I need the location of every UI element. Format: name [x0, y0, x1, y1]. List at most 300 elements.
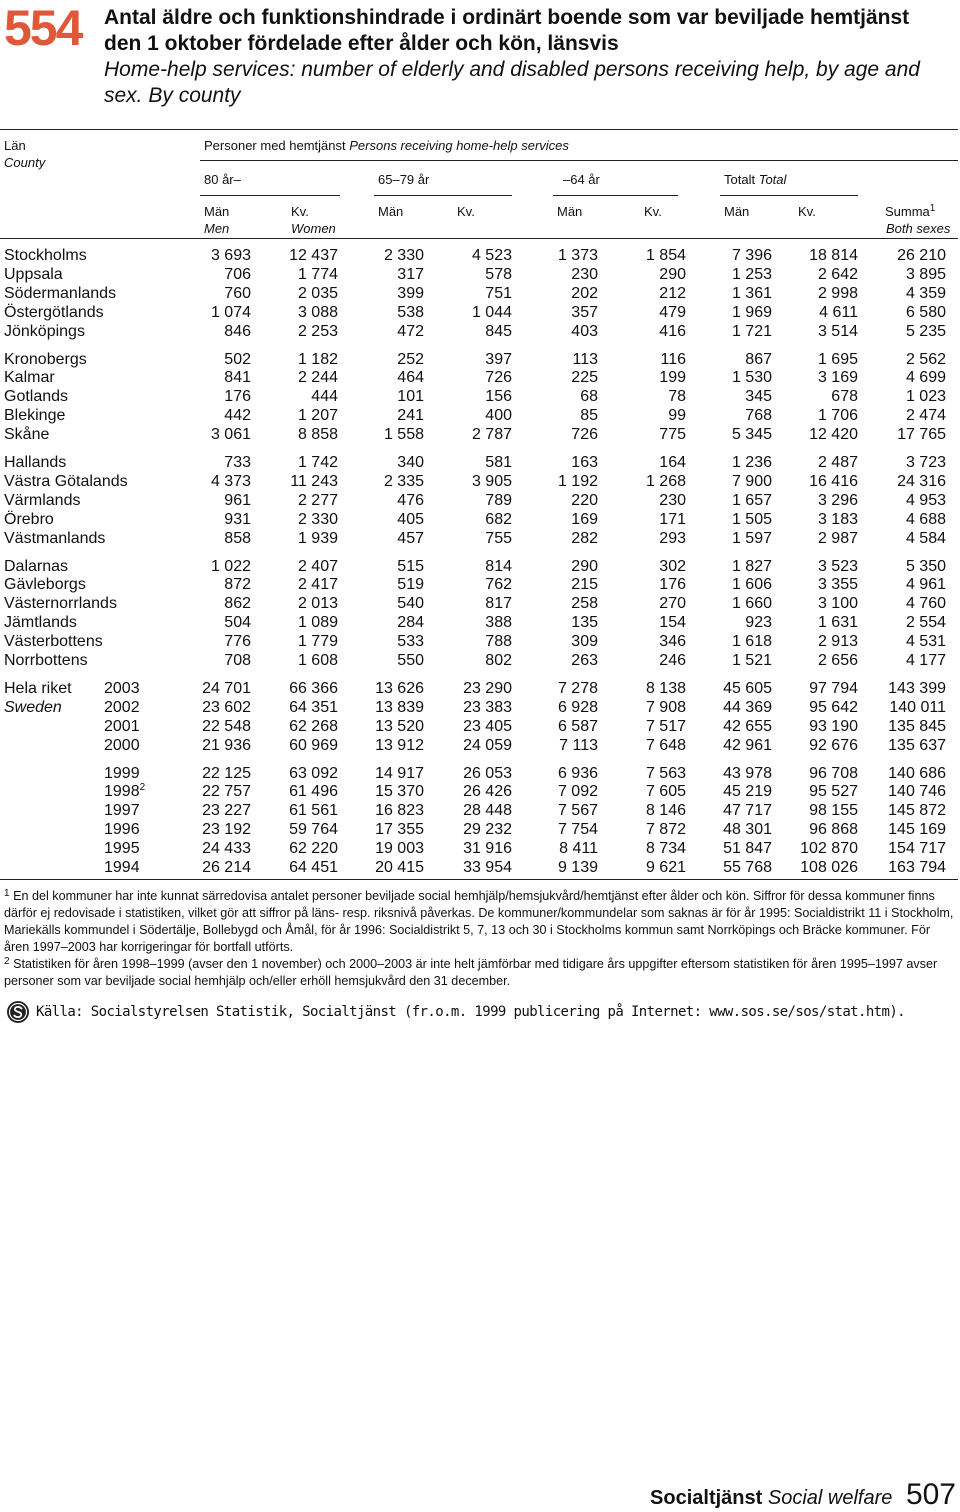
table-cell: 8 858: [297, 426, 338, 444]
footnote-2-text: Statistiken för åren 1998–1999 (avser den 1 november) och 2000–2003 är inte helt jämförbar med tidigare års uppgifter eftersom statistiken för åren 1995–1997 avser personer som var beviljade social hemhjälp och/eller erhöll hemsjukvård den 31 december.: [4, 957, 938, 988]
table-cell: 62 220: [289, 840, 338, 858]
table-cell: 2 253: [297, 322, 338, 340]
table-cell: 230: [659, 491, 686, 509]
table-cell: 230: [571, 265, 598, 283]
row-label: Västra Götalands: [4, 472, 128, 490]
table-cell: 23 602: [202, 698, 251, 716]
sos-logo-icon: [6, 1000, 30, 1024]
table-cell: 33 954: [463, 859, 512, 876]
page-number: 507: [905, 1478, 956, 1511]
row-year: [104, 801, 140, 820]
table-row: [0, 284, 960, 303]
table-cell: 3 895: [905, 265, 946, 283]
table-cell: 19 003: [375, 840, 424, 858]
table-cell: 708: [224, 652, 251, 669]
table-cell: 760: [224, 284, 251, 302]
row-year-text: 1994: [104, 859, 140, 876]
table-cell: 1 022: [210, 557, 251, 575]
table-cell: 3 693: [210, 247, 251, 264]
table-row: [0, 698, 960, 717]
table-cell: 1 558: [383, 426, 424, 444]
table-cell: 4 373: [210, 472, 251, 490]
header-rule: [200, 160, 958, 161]
table-row: [0, 406, 960, 425]
table-cell: 1 530: [731, 369, 772, 387]
table-cell: 6 580: [905, 303, 946, 321]
table-cell: 1 608: [297, 652, 338, 669]
table-cell: 4 177: [905, 652, 946, 669]
table-cell: 388: [485, 614, 512, 632]
table-cell: 961: [224, 491, 251, 509]
table-cell: 95 642: [809, 698, 858, 716]
col-women-4: Kv.: [798, 204, 816, 219]
table-cell: 7 648: [645, 736, 686, 754]
table-cell: 2 335: [383, 472, 424, 490]
table-cell: 3 723: [905, 454, 946, 471]
table-cell: 776: [224, 633, 251, 651]
table-cell: 397: [485, 350, 512, 368]
table-cell: 29 232: [463, 821, 512, 839]
table-row: [0, 472, 960, 491]
table-cell: 3 183: [817, 510, 858, 528]
col-sum-sup: 1: [929, 203, 936, 214]
table-cell: 1 192: [557, 472, 598, 490]
table-cell: 48 301: [723, 821, 772, 839]
group-header-total: [724, 171, 786, 188]
table-cell: 163 794: [888, 859, 946, 876]
county-header: [4, 137, 45, 171]
table-cell: 293: [659, 529, 686, 547]
table-cell: 3 061: [210, 426, 251, 444]
table-cell: 479: [659, 303, 686, 321]
row-year-sup: 2: [139, 782, 146, 794]
row-label: Västerbottens: [4, 633, 103, 651]
table-cell: 6 587: [557, 717, 598, 735]
table-cell: 12 437: [289, 247, 338, 264]
col-women-3: Kv.: [644, 204, 662, 219]
title-english: Home-help services: number of elderly and disabled persons receiving help, by age and sex. By county: [104, 58, 920, 107]
table-cell: 3 355: [817, 576, 858, 594]
row-label: Uppsala: [4, 265, 63, 283]
table-cell: 7 092: [557, 783, 598, 801]
table-cell: 85: [580, 407, 598, 425]
col-men-1-en: Men: [204, 221, 230, 236]
table-cell: 845: [485, 322, 512, 340]
table-cell: 841: [224, 369, 251, 387]
row-label: Stockholms: [4, 247, 87, 264]
table-cell: 1 505: [731, 510, 772, 528]
table-cell: 26 426: [463, 783, 512, 801]
table-row: [0, 265, 960, 284]
county-header-sv: Län: [4, 138, 26, 153]
footer-section-en: Social welfare: [767, 1487, 893, 1509]
table-cell: 42 961: [723, 736, 772, 754]
county-header-en: County: [4, 155, 46, 170]
table-cell: 42 655: [723, 717, 772, 735]
table-cell: 15 370: [375, 783, 424, 801]
row-label: Norrbottens: [4, 652, 88, 669]
table-cell: 1 854: [645, 247, 686, 264]
table-row: [0, 303, 960, 322]
table-cell: 789: [485, 491, 512, 509]
table-cell: 212: [659, 284, 686, 302]
footnotes: [4, 888, 956, 990]
table-cell: 1 969: [731, 303, 772, 321]
row-year: [104, 839, 140, 858]
table-cell: 96 868: [809, 821, 858, 839]
table-cell: 2 656: [817, 652, 858, 669]
table-cell: 4 523: [471, 247, 512, 264]
table-cell: 1 774: [297, 265, 338, 283]
table-cell: 7 872: [645, 821, 686, 839]
footnote-1: [4, 888, 956, 956]
table-cell: 9 139: [557, 859, 598, 876]
table-title: [104, 5, 944, 109]
table-row: [0, 594, 960, 613]
table-cell: 17 355: [375, 821, 424, 839]
table-cell: 176: [659, 576, 686, 594]
table-cell: 199: [659, 369, 686, 387]
table-cell: 154: [659, 614, 686, 632]
row-label: Västmanlands: [4, 529, 106, 547]
table-cell: 519: [397, 576, 424, 594]
table-cell: 1 044: [471, 303, 512, 321]
table-cell: 282: [571, 529, 598, 547]
footer-section-sv: Socialtjänst: [650, 1487, 763, 1509]
table-cell: 4 688: [905, 510, 946, 528]
row-year-text: 1996: [104, 821, 140, 839]
table-cell: 101: [397, 388, 424, 406]
table-cell: 24 701: [202, 679, 251, 697]
group-header-80: 80 år–: [204, 172, 241, 187]
table-cell: 2 554: [905, 614, 946, 632]
table-row: [0, 387, 960, 406]
row-year: [104, 764, 140, 783]
persons-header-sv: Personer med hemtjänst: [204, 138, 346, 153]
table-row: [0, 801, 960, 820]
row-year-text: 1995: [104, 840, 140, 858]
table-cell: 23 383: [463, 698, 512, 716]
persons-header-en: Persons receiving home-help services: [349, 138, 569, 153]
table-cell: 143 399: [888, 679, 946, 697]
table-bottom-rule: [0, 879, 958, 880]
table-cell: 1 023: [905, 388, 946, 406]
table-cell: 45 219: [723, 783, 772, 801]
table-cell: 846: [224, 322, 251, 340]
table-cell: 21 936: [202, 736, 251, 754]
table-cell: 258: [571, 595, 598, 613]
table-cell: 416: [659, 322, 686, 340]
table-cell: 2 987: [817, 529, 858, 547]
table-cell: 215: [571, 576, 598, 594]
col-men-2: Män: [378, 204, 404, 219]
col-women-2: Kv.: [457, 204, 475, 219]
table-cell: 345: [745, 388, 772, 406]
table-cell: 3 100: [817, 595, 858, 613]
table-cell: 24 433: [202, 840, 251, 858]
table-cell: 2 642: [817, 265, 858, 283]
table-cell: 7 396: [731, 247, 772, 264]
table-cell: 202: [571, 284, 598, 302]
table-cell: 8 411: [559, 840, 598, 858]
table-cell: 13 520: [375, 717, 424, 735]
table-cell: 678: [831, 388, 858, 406]
col-women-1-sv: Kv.: [291, 204, 309, 219]
table-cell: 775: [659, 426, 686, 444]
table-cell: 302: [659, 557, 686, 575]
table-cell: 1 521: [731, 652, 772, 669]
table-cell: 1 660: [731, 595, 772, 613]
table-cell: 13 912: [375, 736, 424, 754]
table-cell: 7 567: [557, 802, 598, 820]
table-cell: 51 847: [723, 840, 772, 858]
table-cell: 464: [397, 369, 424, 387]
table-cell: 1 236: [731, 454, 772, 471]
table-cell: 4 359: [905, 284, 946, 302]
table-row: [0, 820, 960, 839]
table-cell: 98 155: [809, 802, 858, 820]
table-cell: 8 734: [645, 840, 686, 858]
table-cell: 23 227: [202, 802, 251, 820]
table-cell: 145 169: [888, 821, 946, 839]
table-row: [0, 632, 960, 651]
table-cell: 78: [668, 388, 686, 406]
table-cell: 64 451: [289, 859, 338, 876]
row-label: Sweden: [4, 698, 62, 716]
row-label: Örebro: [4, 510, 54, 528]
table-cell: 93 190: [809, 717, 858, 735]
table-cell: 1 827: [731, 557, 772, 575]
table-cell: 7 908: [645, 698, 686, 716]
row-label: Dalarnas: [4, 557, 69, 575]
top-rule: [0, 129, 958, 130]
source-text: Källa: Socialstyrelsen Statistik, Socialtjänst (fr.o.m. 1999 publicering på Internet: www.sos.se/sos/stat.htm).: [36, 1004, 905, 1020]
table-row: [0, 322, 960, 341]
table-cell: 1 618: [731, 633, 772, 651]
table-cell: 60 969: [289, 736, 338, 754]
table-cell: 62 268: [289, 717, 338, 735]
page-footer: [650, 1478, 956, 1512]
table-row: [0, 529, 960, 548]
table-cell: 3 088: [297, 303, 338, 321]
table-cell: 23 405: [463, 717, 512, 735]
table-row: [0, 736, 960, 755]
table-cell: 68: [580, 388, 598, 406]
col-sum: [885, 203, 950, 237]
table-cell: 923: [745, 614, 772, 632]
table-cell: 156: [485, 388, 512, 406]
group-rule-80: [200, 195, 340, 196]
table-cell: 1 721: [731, 322, 772, 340]
table-cell: 6 928: [557, 698, 598, 716]
table-cell: 340: [397, 454, 424, 471]
table-cell: 357: [571, 303, 598, 321]
table-cell: 1 074: [210, 303, 251, 321]
col-men-1: [204, 203, 229, 237]
row-label: Gotlands: [4, 388, 69, 406]
row-year-text: 1998: [104, 783, 140, 801]
table-cell: 12 420: [809, 426, 858, 444]
table-cell: 20 415: [375, 859, 424, 876]
footnote-2: [4, 956, 956, 990]
table-cell: 2 474: [905, 407, 946, 425]
table-cell: 113: [572, 350, 598, 368]
table-cell: 22 125: [202, 764, 251, 782]
table-cell: 99: [668, 407, 686, 425]
table-cell: 7 517: [645, 717, 686, 735]
row-year: [104, 736, 140, 755]
table-row: [0, 510, 960, 529]
table-cell: 7 900: [731, 472, 772, 490]
table-row: [0, 717, 960, 736]
group-header-65-79: 65–79 år: [378, 172, 430, 187]
table-cell: 4 953: [905, 491, 946, 509]
table-cell: 4 611: [819, 303, 858, 321]
table-cell: 176: [224, 388, 251, 406]
table-cell: 26 053: [463, 764, 512, 782]
table-cell: 2 330: [383, 247, 424, 264]
table-cell: 2 487: [817, 454, 858, 471]
table-cell: 755: [485, 529, 512, 547]
group-rule-total: [720, 195, 858, 196]
table-cell: 4 961: [905, 576, 946, 594]
row-label: Kalmar: [4, 369, 55, 387]
table-cell: 1 268: [645, 472, 686, 490]
table-cell: 502: [224, 350, 251, 368]
table-cell: 5 235: [905, 322, 946, 340]
row-label: Gävleborgs: [4, 576, 86, 594]
table-row: [0, 350, 960, 369]
table-cell: 95 527: [809, 783, 858, 801]
table-cell: 3 523: [817, 557, 858, 575]
table-cell: 7 754: [557, 821, 598, 839]
table-cell: 135: [571, 614, 598, 632]
table-cell: 263: [571, 652, 598, 669]
table-cell: 14 917: [375, 764, 424, 782]
table-cell: 135 845: [888, 717, 946, 735]
table-cell: 442: [224, 407, 251, 425]
table-cell: 7 563: [645, 764, 686, 782]
row-label: Jämtlands: [4, 614, 77, 632]
table-cell: 246: [659, 652, 686, 669]
table-cell: 26 214: [202, 859, 251, 876]
table-cell: 2 787: [471, 426, 512, 444]
table-cell: 3 296: [817, 491, 858, 509]
row-label: Hela riket: [4, 679, 72, 697]
table-cell: 768: [745, 407, 772, 425]
table-cell: 8 146: [645, 802, 686, 820]
table-cell: 4 760: [905, 595, 946, 613]
table-cell: 2 417: [297, 576, 338, 594]
table-cell: 23 290: [463, 679, 512, 697]
table-cell: 7 605: [645, 783, 686, 801]
table-cell: 252: [397, 350, 424, 368]
table-cell: 2 277: [297, 491, 338, 509]
table-cell: 400: [485, 407, 512, 425]
table-cell: 1 253: [731, 265, 772, 283]
row-year: [104, 858, 140, 877]
table-cell: 59 764: [289, 821, 338, 839]
row-year: [104, 698, 140, 717]
table-cell: 31 916: [463, 840, 512, 858]
table-cell: 290: [659, 265, 686, 283]
table-cell: 22 757: [202, 783, 251, 801]
table-cell: 5 350: [905, 557, 946, 575]
table-cell: 550: [397, 652, 424, 669]
table-cell: 476: [397, 491, 424, 509]
table-row: [0, 368, 960, 387]
row-label: Blekinge: [4, 407, 66, 425]
table-cell: 270: [659, 595, 686, 613]
group-rule-65-79: [374, 195, 512, 196]
table-cell: 3 169: [817, 369, 858, 387]
table-cell: 862: [224, 595, 251, 613]
table-cell: 581: [485, 454, 512, 471]
table-row: [0, 453, 960, 472]
row-label: Skåne: [4, 426, 50, 444]
table-cell: 2 998: [817, 284, 858, 302]
table-cell: 17 765: [897, 426, 946, 444]
table-cell: 346: [659, 633, 686, 651]
row-year-text: 1997: [104, 802, 140, 820]
table-cell: 290: [571, 557, 598, 575]
table-cell: 2 913: [817, 633, 858, 651]
persons-header: [204, 137, 569, 154]
table-row: [0, 613, 960, 632]
table-cell: 1 089: [297, 614, 338, 632]
table-cell: 1 742: [297, 454, 338, 471]
table-row: [0, 679, 960, 698]
table-cell: 135 637: [888, 736, 946, 754]
table-cell: 64 351: [289, 698, 338, 716]
header-bottom-rule: [0, 238, 958, 239]
table-cell: 44 369: [723, 698, 772, 716]
table-cell: 1 631: [817, 614, 858, 632]
col-sum-sv: Summa: [885, 204, 930, 219]
table-cell: 4 584: [905, 529, 946, 547]
table-cell: 726: [485, 369, 512, 387]
table-cell: 538: [397, 303, 424, 321]
table-cell: 6 936: [557, 764, 598, 782]
table-cell: 515: [397, 557, 424, 575]
row-year: [104, 820, 140, 839]
group-header-total-en: Total: [758, 172, 787, 187]
row-label: Östergötlands: [4, 303, 104, 321]
table-cell: 682: [485, 510, 512, 528]
table-cell: 2 013: [297, 595, 338, 613]
table-cell: 22 548: [202, 717, 251, 735]
row-year: [104, 782, 145, 801]
table-cell: 309: [571, 633, 598, 651]
table-row: [0, 839, 960, 858]
table-cell: 802: [485, 652, 512, 669]
table-cell: 96 708: [809, 764, 858, 782]
table-cell: 163: [571, 454, 598, 471]
table-cell: 24 316: [897, 472, 946, 490]
table-cell: 726: [571, 426, 598, 444]
table-cell: 140 011: [889, 698, 946, 716]
table-cell: 116: [660, 350, 686, 368]
table-cell: 733: [224, 454, 251, 471]
table-cell: 145 872: [888, 802, 946, 820]
table-cell: 23 192: [202, 821, 251, 839]
table-cell: 1 606: [731, 576, 772, 594]
row-year: [104, 717, 140, 736]
table-cell: 1 657: [731, 491, 772, 509]
table-cell: 4 531: [905, 633, 946, 651]
col-women-1-en: Women: [291, 221, 336, 236]
table-cell: 171: [659, 510, 686, 528]
